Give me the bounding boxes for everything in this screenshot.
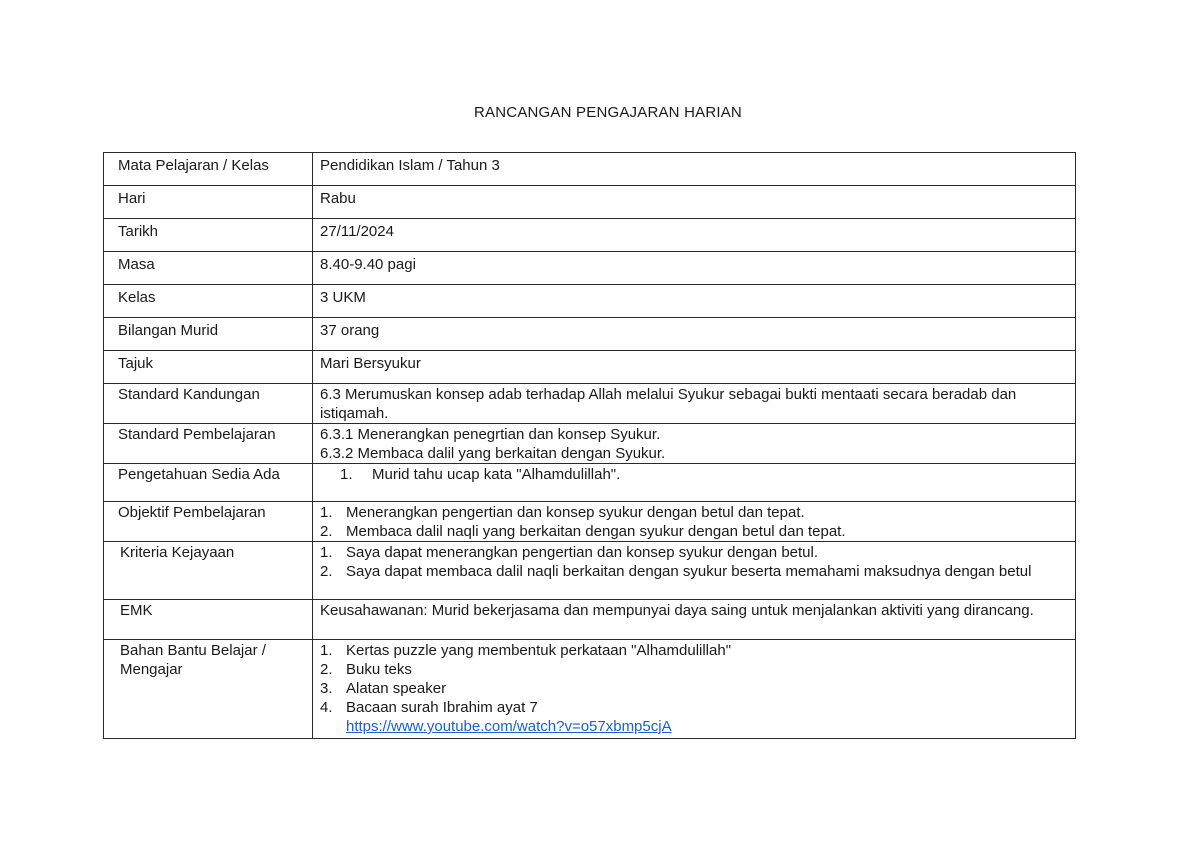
list-item — [320, 503, 1071, 522]
row-value — [313, 424, 1076, 464]
row-label: Masa — [104, 252, 313, 285]
list-number: 2. — [320, 661, 333, 678]
table-row — [104, 424, 1076, 464]
list — [320, 465, 1071, 484]
row-label: Tarikh — [104, 219, 313, 252]
table-row — [104, 186, 1076, 219]
row-value — [313, 502, 1076, 542]
list-number: 1. — [340, 466, 353, 483]
list-item — [320, 543, 1071, 562]
list-number: 1. — [320, 642, 333, 659]
row-value: Mari Bersyukur — [313, 351, 1076, 384]
row-label: Tajuk — [104, 351, 313, 384]
table-row — [104, 384, 1076, 424]
table-row — [104, 600, 1076, 640]
row-value: 3 UKM — [313, 285, 1076, 318]
row-value: 37 orang — [313, 318, 1076, 351]
list-item — [320, 522, 1071, 541]
list-text: Membaca dalil naqli yang berkaitan dengan syukur dengan betul dan tepat. — [346, 523, 846, 540]
list-item — [320, 465, 1071, 484]
row-label: Objektif Pembelajaran — [104, 502, 313, 542]
table-row — [104, 640, 1076, 739]
list-item — [320, 562, 1071, 581]
row-value: Rabu — [313, 186, 1076, 219]
list-number: 3. — [320, 680, 333, 697]
row-label: Bilangan Murid — [104, 318, 313, 351]
row-label: Hari — [104, 186, 313, 219]
row-label: Bahan Bantu Belajar / Mengajar — [104, 640, 313, 739]
list-text: Bacaan surah Ibrahim ayat 7 — [346, 699, 538, 716]
list — [320, 543, 1071, 581]
row-value — [313, 542, 1076, 600]
row-label: Standard Pembelajaran — [104, 424, 313, 464]
list-item — [320, 660, 1071, 679]
row-label: Standard Kandungan — [104, 384, 313, 424]
list-text: Saya dapat membaca dalil naqli berkaitan dengan syukur beserta memahami maksudnya dengan betul — [346, 563, 1032, 580]
table-row — [104, 153, 1076, 186]
list-item — [320, 698, 1071, 717]
row-label: Kelas — [104, 285, 313, 318]
list-number: 4. — [320, 699, 333, 716]
row-label: EMK — [104, 600, 313, 640]
list-text: Saya dapat menerangkan pengertian dan konsep syukur dengan betul. — [346, 544, 819, 561]
row-value — [313, 640, 1076, 739]
table-row — [104, 351, 1076, 384]
list-text: Menerangkan pengertian dan konsep syukur dengan betul dan tepat. — [346, 504, 805, 521]
row-label: Mata Pelajaran / Kelas — [104, 153, 313, 186]
row-value: Pendidikan Islam / Tahun 3 — [313, 153, 1076, 186]
table-row — [104, 252, 1076, 285]
sp-line: 6.3.1 Menerangkan penegrtian dan konsep Syukur. — [320, 426, 661, 443]
table-row — [104, 464, 1076, 502]
list — [320, 641, 1071, 717]
row-value: 6.3 Merumuskan konsep adab terhadap Allah melalui Syukur sebagai bukti mentaati secara beradab dan istiqamah. — [313, 384, 1076, 424]
list-text: Murid tahu ucap kata "Alhamdulillah". — [372, 466, 621, 483]
row-value: 27/11/2024 — [313, 219, 1076, 252]
row-value: Keusahawanan: Murid bekerjasama dan mempunyai daya saing untuk menjalankan aktiviti yang dirancang. — [313, 600, 1076, 640]
youtube-link[interactable]: https://www.youtube.com/watch?v=o57xbmp5cjA — [346, 718, 672, 735]
sp-line: 6.3.2 Membaca dalil yang berkaitan dengan Syukur. — [320, 445, 666, 462]
document-title: RANCANGAN PENGAJARAN HARIAN — [474, 104, 742, 121]
list — [320, 503, 1071, 541]
list-item — [320, 641, 1071, 660]
row-label: Pengetahuan Sedia Ada — [104, 464, 313, 502]
table-row — [104, 542, 1076, 600]
list-text: Alatan speaker — [346, 680, 447, 697]
list-number: 2. — [320, 523, 333, 540]
table-row — [104, 502, 1076, 542]
table-row — [104, 285, 1076, 318]
list-number: 1. — [320, 544, 333, 561]
table-row — [104, 219, 1076, 252]
list-text: Buku teks — [346, 661, 412, 678]
list-number: 2. — [320, 563, 333, 580]
list-number: 1. — [320, 504, 333, 521]
row-value: 8.40-9.40 pagi — [313, 252, 1076, 285]
table-row — [104, 318, 1076, 351]
list-item — [320, 679, 1071, 698]
row-value — [313, 464, 1076, 502]
lesson-plan-table — [103, 152, 1076, 739]
row-label: Kriteria Kejayaan — [104, 542, 313, 600]
list-text: Kertas puzzle yang membentuk perkataan "Alhamdulillah" — [346, 642, 732, 659]
